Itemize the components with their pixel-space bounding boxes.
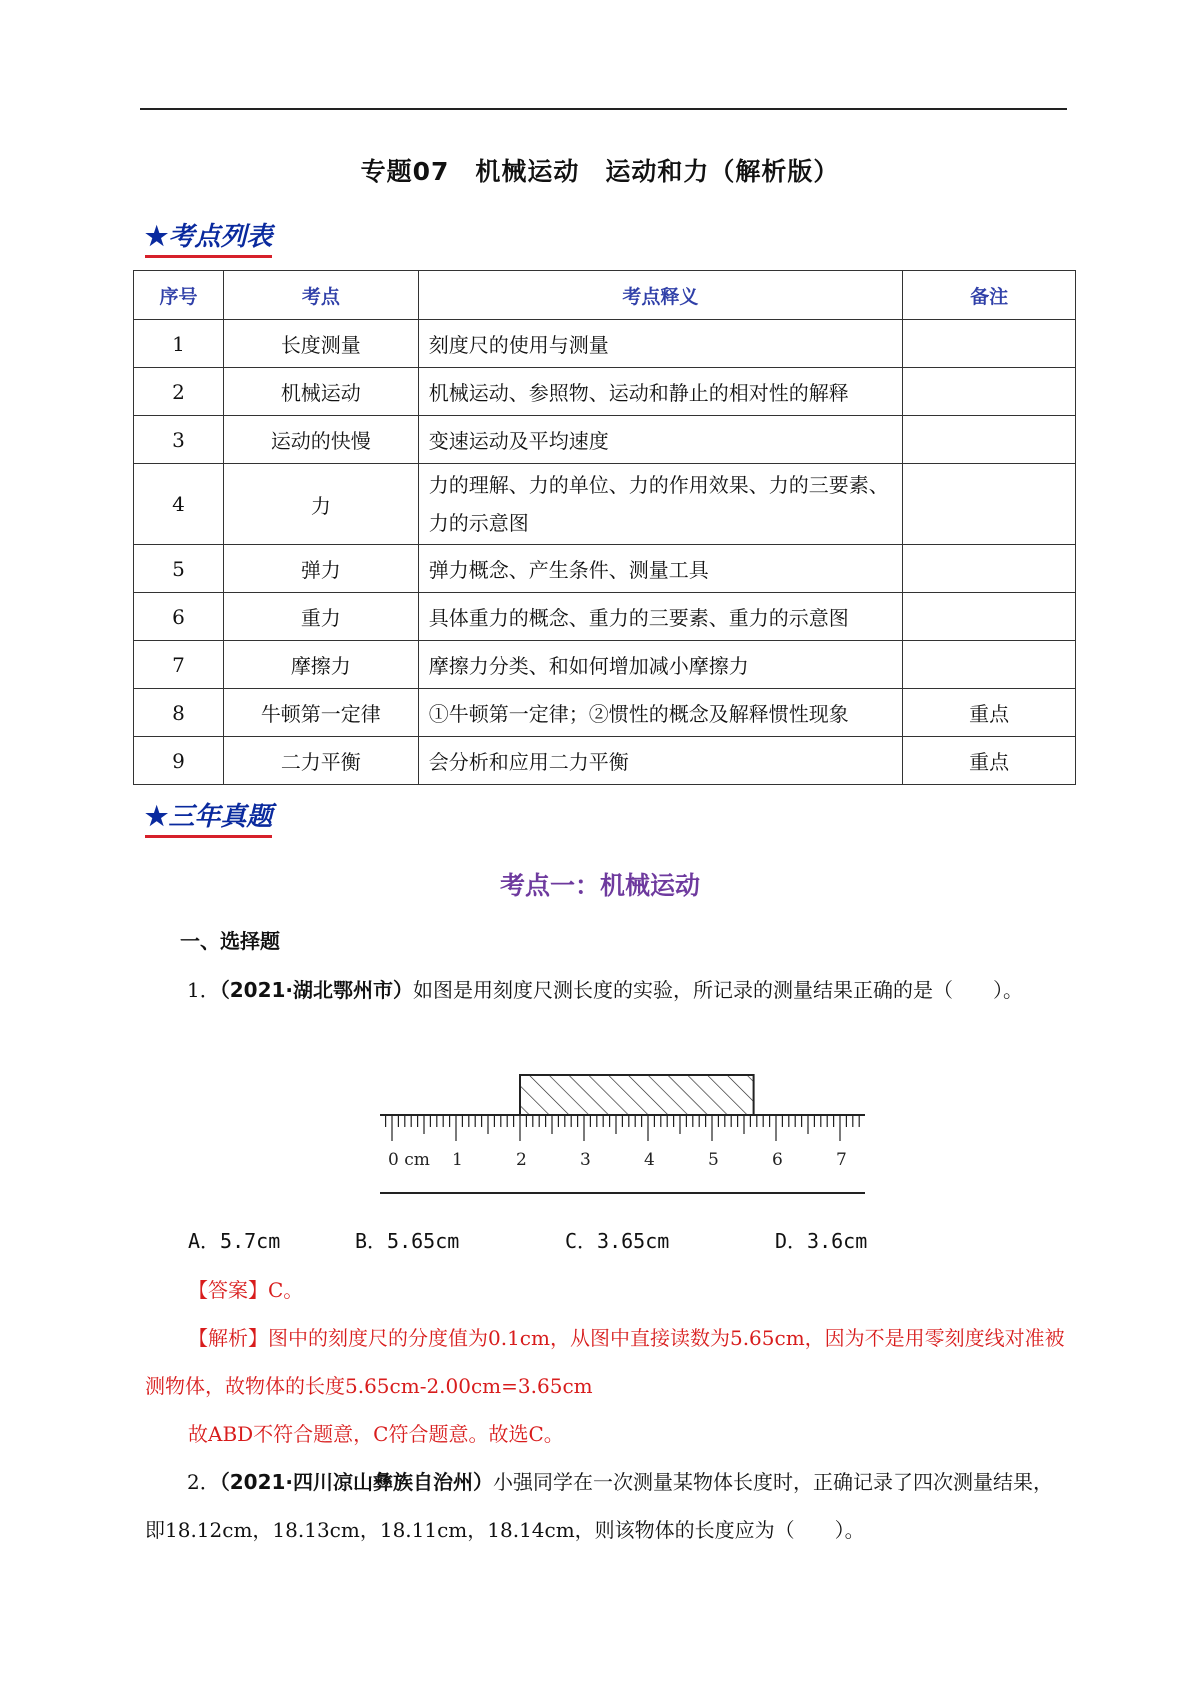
ruler-label: 2 (516, 1150, 527, 1170)
cell-no: 9 (134, 737, 224, 785)
topic-table (133, 270, 1076, 785)
ruler-label: 5 (708, 1150, 719, 1170)
cell-desc: 会分析和应用二力平衡 (418, 737, 902, 785)
table-row (134, 593, 1076, 641)
analysis-conclusion: 故ABD不符合题意，C符合题意。故选C。 (188, 1422, 564, 1446)
section-label: 考点列表 (168, 222, 273, 252)
cell-note: 重点 (903, 737, 1076, 785)
analysis-tag: 【解析】 (188, 1326, 268, 1350)
cell-topic: 力 (223, 464, 418, 545)
question-text: 如图是用刻度尺测长度的实验，所记录的测量结果正确的是（ ）。 (413, 978, 1023, 1002)
cell-note (903, 464, 1076, 545)
answer-tag: 【答案】 (188, 1278, 268, 1302)
question-text: 小强同学在一次测量某物体长度时，正确记录了四次测量结果，即18.12cm，18.13cm，18.11cm，18.14cm，则该物体的长度应为（ ）。 (145, 1470, 1053, 1542)
topic-subheading: 考点一：机械运动 (499, 871, 700, 900)
option-c: C．3.65cm (565, 1229, 670, 1253)
cell-topic: 运动的快慢 (223, 416, 418, 464)
table-row (134, 641, 1076, 689)
cell-note (903, 593, 1076, 641)
cell-note (903, 368, 1076, 416)
question-2 (145, 1458, 1065, 1554)
answer-value: C。 (268, 1278, 304, 1302)
table-row (134, 368, 1076, 416)
option-d: D．3.6cm (775, 1229, 868, 1253)
ruler-label: 3 (580, 1150, 591, 1170)
ruler-figure (380, 1065, 900, 1215)
column-header: 考点释义 (418, 271, 902, 320)
cell-note (903, 545, 1076, 593)
cell-topic: 机械运动 (223, 368, 418, 416)
cell-no: 4 (134, 464, 224, 545)
cell-note (903, 320, 1076, 368)
column-header: 序号 (134, 271, 224, 320)
question-number: 2． (187, 1470, 220, 1494)
column-header: 备注 (903, 271, 1076, 320)
cell-desc: 机械运动、参照物、运动和静止的相对性的解释 (418, 368, 902, 416)
cell-topic: 摩擦力 (223, 641, 418, 689)
cell-no: 7 (134, 641, 224, 689)
question-source: （2021·湖北鄂州市） (219, 978, 413, 1002)
star-icon: ★ (145, 802, 169, 832)
cell-no: 3 (134, 416, 224, 464)
cell-topic: 长度测量 (223, 320, 418, 368)
cell-desc: 弹力概念、产生条件、测量工具 (418, 545, 902, 593)
ruler-scale (380, 1075, 865, 1193)
cell-desc: 具体重力的概念、重力的三要素、重力的示意图 (418, 593, 902, 641)
question-1 (145, 966, 1065, 1014)
page-title: 专题07 机械运动 运动和力（解析版） (360, 157, 840, 186)
question-type-heading: 一、选择题 (180, 929, 280, 953)
option-a: A．5.7cm (188, 1229, 281, 1253)
table-row (134, 545, 1076, 593)
table-row (134, 737, 1076, 785)
answer-line (188, 1266, 1108, 1314)
measured-block (520, 1075, 754, 1115)
cell-no: 8 (134, 689, 224, 737)
section-heading-topic-list (145, 220, 272, 258)
cell-no: 2 (134, 368, 224, 416)
cell-no: 6 (134, 593, 224, 641)
ruler-label: 6 (772, 1150, 783, 1170)
table-row (134, 320, 1076, 368)
cell-note (903, 641, 1076, 689)
cell-topic: 牛顿第一定律 (223, 689, 418, 737)
cell-note (903, 416, 1076, 464)
cell-topic: 重力 (223, 593, 418, 641)
table-row (134, 416, 1076, 464)
cell-topic: 弹力 (223, 545, 418, 593)
cell-no: 1 (134, 320, 224, 368)
cell-topic: 二力平衡 (223, 737, 418, 785)
question-number: 1． (187, 978, 220, 1002)
cell-note: 重点 (903, 689, 1076, 737)
star-icon: ★ (145, 222, 169, 252)
option-b: B．5.65cm (355, 1229, 460, 1253)
ruler-label: 1 (452, 1150, 463, 1170)
cell-desc: ①牛顿第一定律；②惯性的概念及解释惯性现象 (418, 689, 902, 737)
cell-desc: 变速运动及平均速度 (418, 416, 902, 464)
ruler-label: 7 (836, 1150, 847, 1170)
table-row (134, 464, 1076, 545)
cell-desc: 摩擦力分类、和如何增加减小摩擦力 (418, 641, 902, 689)
header-rule (140, 108, 1067, 110)
table-row (134, 689, 1076, 737)
cell-desc: 力的理解、力的单位、力的作用效果、力的三要素、力的示意图 (418, 464, 902, 545)
cell-no: 5 (134, 545, 224, 593)
column-header: 考点 (223, 271, 418, 320)
analysis-paragraph (145, 1314, 1065, 1410)
table-header-row (134, 271, 1076, 320)
section-label: 三年真题 (168, 802, 273, 832)
ruler-label: 4 (644, 1150, 655, 1170)
analysis-text: 图中的刻度尺的分度值为0.1cm，从图中直接读数为5.65cm，因为不是用零刻度线对准被测物体，故物体的长度5.65cm-2.00cm=3.65cm (145, 1326, 1065, 1398)
section-heading-past-exams (145, 800, 272, 838)
cell-desc: 刻度尺的使用与测量 (418, 320, 902, 368)
question-source: （2021·四川凉山彝族自治州） (219, 1470, 493, 1494)
ruler-label: 0 cm (388, 1150, 430, 1170)
